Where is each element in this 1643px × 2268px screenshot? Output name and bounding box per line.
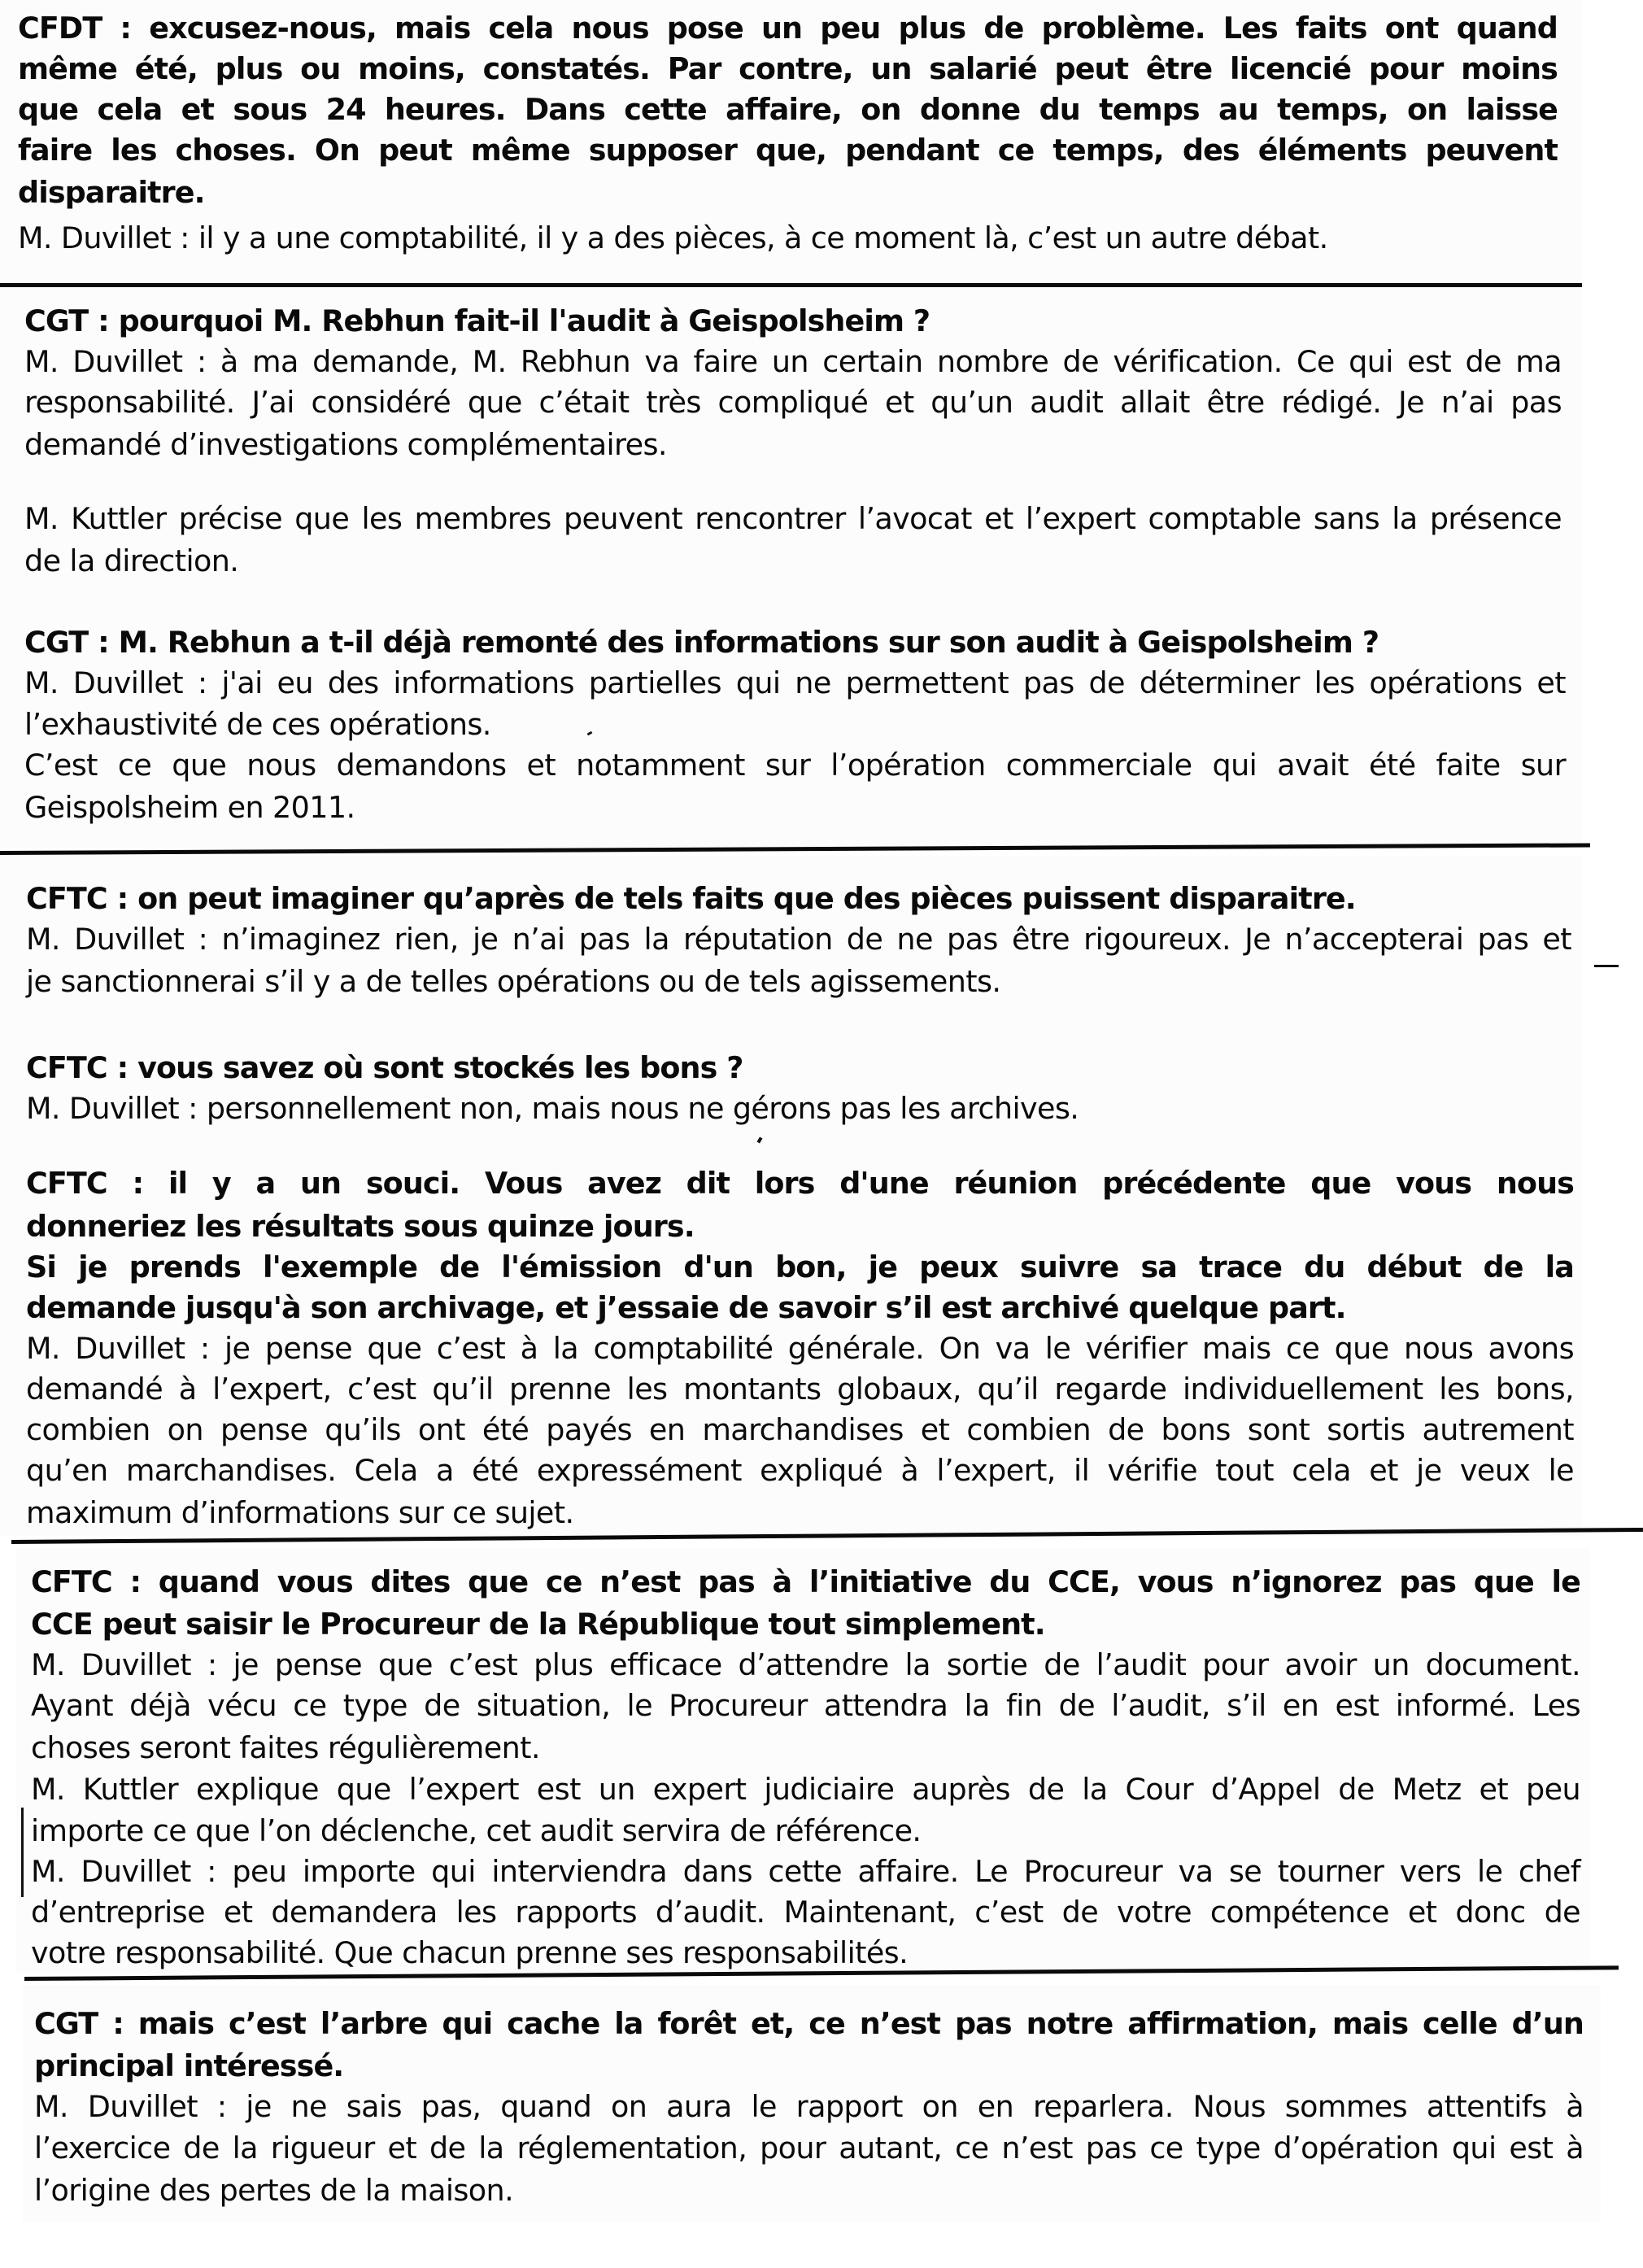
margin-dash	[1594, 965, 1619, 967]
question-line: que cela et sous 24 heures. Dans cette affaire, on donne du temps au temps, on laisse	[18, 92, 1558, 127]
question-line: CFTC : quand vous dites que ce n’est pas à l’initiative du CCE, vous n’ignorez pas que le	[31, 1564, 1580, 1599]
answer-line: je sanctionnerai s’il y a de telles opérations ou de tels agissements.	[26, 964, 1001, 999]
answer-line: M. Duvillet : peu importe qui interviendra dans cette affaire. Le Procureur va se tourner vers le chef	[31, 1854, 1580, 1889]
question-line: CGT : pourquoi M. Rebhun fait-il l'audit à Geispolsheim ?	[24, 303, 930, 338]
answer-line: Geispolsheim en 2011.	[24, 790, 355, 825]
answer-line: l’exercice de la rigueur et de la réglementation, pour autant, ce n’est pas ce type d’opération qui est à	[34, 2131, 1584, 2166]
question-line: CGT : M. Rebhun a t-il déjà remonté des informations sur son audit à Geispolsheim ?	[24, 625, 1379, 660]
answer-line: demandé d’investigations complémentaires.	[24, 427, 667, 462]
answer-line: combien on pense qu’ils ont été payés en marchandises et combien de bons sont sortis autrement	[26, 1412, 1574, 1447]
question-line: faire les choses. On peut même supposer que, pendant ce temps, des éléments peuvent	[18, 133, 1558, 168]
answer-line: M. Duvillet : je pense que c’est plus efficace d’attendre la sortie de l’audit pour avoir un document.	[31, 1647, 1580, 1682]
answer-line: l’origine des pertes de la maison.	[34, 2173, 514, 2208]
question-line: CFTC : il y a un souci. Vous avez dit lors d'une réunion précédente que vous nous	[26, 1166, 1574, 1201]
answer-line: M. Duvillet : je pense que c’est à la comptabilité générale. On va le vérifier mais ce que nous avons	[26, 1331, 1574, 1366]
question-line: donneriez les résultats sous quinze jours.	[26, 1209, 695, 1244]
answer-line: M. Duvillet : il y a une comptabilité, il y a des pièces, à ce moment là, c’est un autre débat.	[18, 220, 1328, 255]
answer-line: M. Duvillet : je ne sais pas, quand on aura le rapport on en reparlera. Nous sommes attentifs à	[34, 2089, 1584, 2124]
answer-line: responsabilité. J’ai considéré que c’était très compliqué et qu’un audit allait être rédigé. Je n’ai pas	[24, 385, 1562, 420]
question-line: principal intéressé.	[34, 2048, 344, 2083]
answer-line: M. Duvillet : j'ai eu des informations partielles qui ne permettent pas de déterminer les opérations et	[24, 665, 1566, 700]
question-line: CCE peut saisir le Procureur de la République tout simplement.	[31, 1607, 1045, 1642]
answer-line: l’exhaustivité de ces opérations.	[24, 707, 491, 742]
answer-line: Ayant déjà vécu ce type de situation, le Procureur attendra la fin de l’audit, s’il en est informé. Les	[31, 1688, 1580, 1723]
kuttler-line: de la direction.	[24, 543, 239, 578]
question-line: CFDT : excusez-nous, mais cela nous pose un peu plus de problème. Les faits ont quand	[18, 11, 1558, 46]
question-line: même été, plus ou moins, constatés. Par contre, un salarié peut être licencié pour moins	[18, 51, 1558, 86]
answer-line: maximum d’informations sur ce sujet.	[26, 1495, 574, 1530]
kuttler-line: M. Kuttler explique que l’expert est un expert judiciaire auprès de la Cour d’Appel de Metz et peu	[31, 1772, 1580, 1807]
question-line: CFTC : vous savez où sont stockés les bons ?	[26, 1050, 743, 1085]
answer-line: d’entreprise et demandera les rapports d’audit. Maintenant, c’est de votre compétence et donc de	[31, 1895, 1580, 1930]
question-line: CGT : mais c’est l’arbre qui cache la forêt et, ce n’est pas notre affirmation, mais celle d’un	[34, 2006, 1584, 2041]
question-line: CFTC : on peut imaginer qu’après de tels faits que des pièces puissent disparaitre.	[26, 881, 1356, 916]
answer-line: M. Duvillet : personnellement non, mais nous ne gérons pas les archives.	[26, 1091, 1079, 1126]
answer-line: choses seront faites régulièrement.	[31, 1730, 540, 1765]
kuttler-line: importe ce que l’on déclenche, cet audit servira de référence.	[31, 1813, 922, 1848]
question-line: Si je prends l'exemple de l'émission d'un bon, je peux suivre sa trace du début de la	[26, 1250, 1574, 1284]
answer-line: M. Duvillet : à ma demande, M. Rebhun va faire un certain nombre de vérification. Ce qui est de ma	[24, 344, 1562, 379]
kuttler-line: M. Kuttler précise que les membres peuvent rencontrer l’avocat et l’expert comptable sans la présence	[24, 501, 1562, 536]
answer-line: qu’en marchandises. Cela a été expressément expliqué à l’expert, il vérifie tout cela et je veux le	[26, 1453, 1574, 1488]
answer-line: M. Duvillet : n’imaginez rien, je n’ai pas la réputation de ne pas être rigoureux. Je n’accepterai pas et	[26, 922, 1571, 957]
margin-bar	[21, 1808, 24, 1897]
answer-line: demandé à l’expert, c’est qu’il prenne les montants globaux, qu’il regarde individuellement les bons,	[26, 1372, 1574, 1407]
answer-line: C’est ce que nous demandons et notamment sur l’opération commerciale qui avait été faite sur	[24, 748, 1566, 783]
question-line: disparaitre.	[18, 175, 205, 210]
question-line: demande jusqu'à son archivage, et j’essaie de savoir s’il est archivé quelque part.	[26, 1290, 1346, 1325]
answer-line: votre responsabilité. Que chacun prenne ses responsabilités.	[31, 1935, 909, 1970]
